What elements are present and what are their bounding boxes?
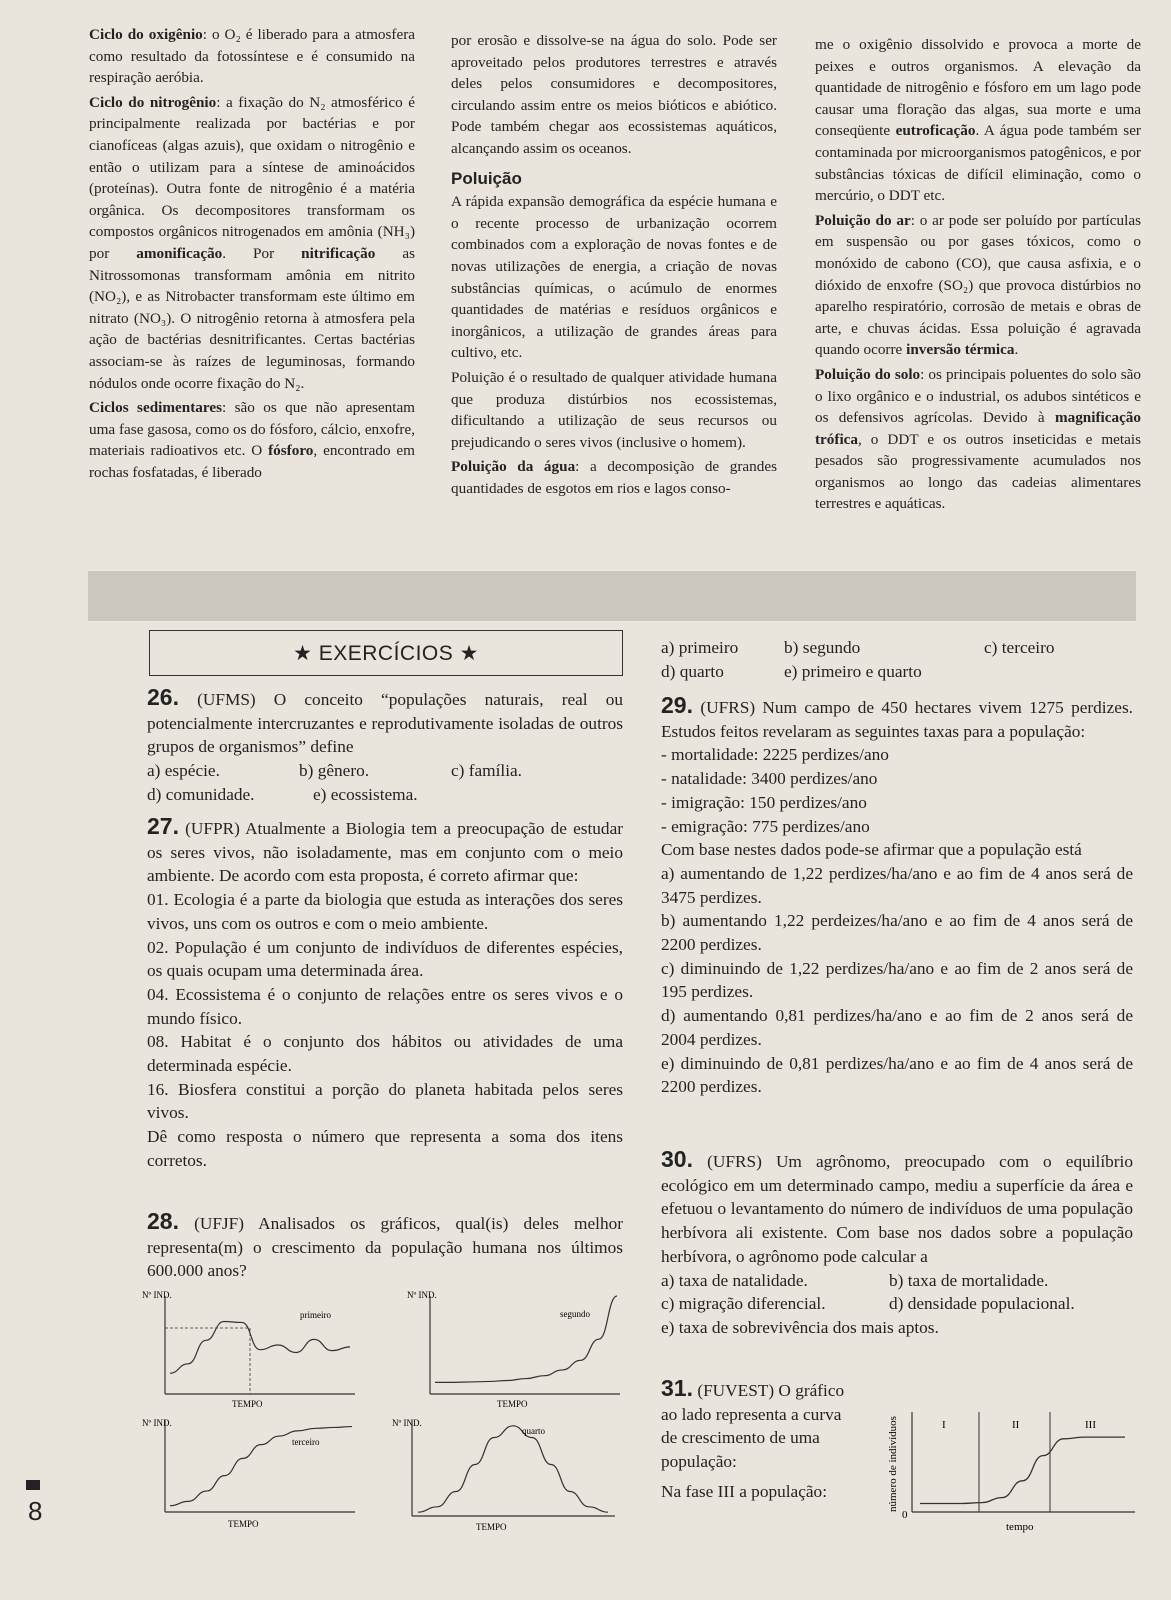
graph-title: quarto xyxy=(522,1426,545,1436)
question-number: 31. xyxy=(661,1375,693,1401)
sedimentares-text-2: , encontrado em rochas fosfatadas, é liberado xyxy=(89,442,415,481)
phase-label: II xyxy=(1012,1419,1020,1431)
graph-title: segundo xyxy=(560,1309,590,1319)
option-a: a) taxa de natalidade. xyxy=(661,1270,808,1290)
nitrogenio-text-2: . Por xyxy=(222,244,302,262)
option-e: e) taxa de sobrevivência dos mais aptos. xyxy=(661,1317,939,1337)
series-line xyxy=(920,1437,1125,1503)
term-nitrificacao: nitrificação xyxy=(301,244,376,262)
option-c: c) migração diferencial. xyxy=(661,1294,826,1314)
option-c: c) diminuindo de 1,22 perdizes/ha/ano e ao fim de 2 anos será de 195 perdizes. xyxy=(661,958,1133,1002)
question-stem: Na fase III a população: xyxy=(661,1481,828,1501)
ar-text-2: . xyxy=(1014,341,1019,359)
question-27 xyxy=(147,815,623,1173)
question-30 xyxy=(661,1148,1133,1340)
graph-terceiro xyxy=(140,1412,360,1532)
section-divider-band xyxy=(88,571,1136,621)
option-d: d) aumentando 0,81 perdizes/ha/ano e ao fim de 2 anos será de 2004 perdizes. xyxy=(661,1006,1133,1049)
item-04: 04. Ecossistema é o conjunto de relações entre os seres vivos e o mundo físico. xyxy=(147,984,623,1028)
question-text: (UFMS) O conceito “populações naturais, real ou potencialmente intercruzantes e reprodutivamente isoladas de outros grupos de organismos” define xyxy=(147,690,623,757)
question-28-options xyxy=(661,636,1131,683)
item-08: 08. Habitat é o conjunto dos hábitos ou atividades de uma determinada espécie. xyxy=(147,1032,623,1076)
y-axis-label: número de indivíduos xyxy=(887,1416,899,1512)
ar-text: : o ar pode ser poluído por partículas em suspensão ou por gases tóxicos, como o monóxido de cabono (CO), que causa asfixia, e o dióxido de enxofre (SO₂) que provoca distúrbios no aparelho respiratório, corrosão de metais e obras de arte, e chuvas ácidas. Essa poluição é agravada quando ocorre xyxy=(815,211,1141,359)
option-d: d) comunidade. xyxy=(147,784,255,804)
rate-item: - natalidade: 3400 perdizes/ano xyxy=(661,769,878,789)
graph-quarto xyxy=(390,1412,620,1536)
column-3 xyxy=(815,34,1141,518)
answer-instruction: Dê como resposta o número que representa a soma dos itens corretos. xyxy=(147,1127,623,1170)
oxigenio-title: Ciclo do oxigênio xyxy=(89,26,203,43)
sedimentares-text: : são os que não apresentam uma fase gasosa, como os do fósforo, cálcio, enxofre, materiais radioativos etc. O xyxy=(89,399,415,460)
option-b: b) gênero. xyxy=(299,761,370,781)
y-axis-label: Nº IND. xyxy=(142,1418,172,1428)
x-axis-label: TEMPO xyxy=(476,1522,507,1532)
solo-title: Poluição do solo xyxy=(815,365,921,383)
solo-text: : os principais poluentes do solo são o lixo orgânico e o industrial, os adubos sintéticos e os defensivos agrícolas. Devido à xyxy=(815,365,1141,427)
graph-primeiro xyxy=(140,1288,360,1413)
solo-text-2: , o DDT e os outros inseticidas e metais pesados são progressivamente acumulados nos organismos ao longo das cadeias alimentares terrestres e aquáticas. xyxy=(815,430,1141,513)
x-axis-label: TEMPO xyxy=(228,1519,259,1529)
item-16: 16. Biosfera constitui a porção do planeta habitada pelos seres vivos. xyxy=(147,1079,623,1123)
phase-label: III xyxy=(1085,1419,1096,1431)
question-stem: Com base nestes dados pode-se afirmar que a população está xyxy=(661,840,1082,860)
rate-item: - mortalidade: 2225 perdizes/ano xyxy=(661,745,889,765)
y-axis-label: Nº IND. xyxy=(407,1290,437,1300)
y-axis-label: Nº IND. xyxy=(392,1418,422,1428)
question-text: (UFRS) Num campo de 450 hectares vivem 1275 perdizes. Estudos feitos revelaram as seguintes taxas para a população: xyxy=(661,698,1133,741)
series-line xyxy=(170,1322,350,1374)
option-b: b) aumentando 1,22 perdeizes/ha/ano e ao fim de 4 anos será de 2200 perdizes. xyxy=(661,911,1133,955)
term-fosforo: fósforo xyxy=(268,442,314,460)
oxigenio-text: : o O₂ é liberado para a atmosfera como resultado da fotossíntese e é consumido na respiração aeróbia. xyxy=(89,26,415,87)
item-02: 02. População é um conjunto de indivíduos de diferentes espécies, os quais ocupam uma determinada área. xyxy=(147,937,623,981)
sedimentares-title: Ciclos sedimentares xyxy=(89,399,222,417)
series-line xyxy=(170,1427,352,1506)
option-a: a) espécie. xyxy=(147,761,220,781)
option-b: b) segundo xyxy=(784,638,861,657)
question-text: (FUVEST) O gráfico ao lado representa a curva de crescimento de uma população: xyxy=(661,1381,845,1472)
column-2 xyxy=(451,30,777,502)
question-number: 30. xyxy=(661,1146,693,1172)
option-a: a) primeiro xyxy=(661,638,739,657)
question-text: (UFJF) Analisados os gráficos, qual(is) deles melhor representa(m) o crescimento da população humana nos últimos 600.000 anos? xyxy=(147,1214,623,1281)
option-d: d) quarto xyxy=(661,661,724,681)
question-text: (UFRS) Um agrônomo, preocupado com o equilíbrio ecológico em um determinado campo, mediu a superfície da área e efetuou o levantamento do número de indivíduos de uma população herbívora ali existente. Com base nos dados sobre a população herbívora, o agrônomo pode calcular a xyxy=(661,1152,1133,1266)
item-01: 01. Ecologia é a parte da biologia que estuda as interações dos seres vivos, uns com os outros e com o meio ambiente. xyxy=(147,890,623,933)
page-marker xyxy=(26,1480,40,1490)
exercicios-title: ★ EXERCÍCIOS ★ xyxy=(293,641,479,665)
x-axis-label: TEMPO xyxy=(497,1399,528,1409)
question-29 xyxy=(661,694,1133,1099)
option-e: e) primeiro e quarto xyxy=(784,661,922,681)
graph-segundo xyxy=(405,1288,625,1413)
eutroficacao-text-2: . A água pode também ser contaminada por microorganismos patogênicos, e por substâncias tóxicas de difícil eliminação, como o mercúrio, o DDT etc. xyxy=(815,122,1141,205)
series-line xyxy=(418,1426,608,1512)
nitrogenio-title: Ciclo do nitrogênio xyxy=(89,93,217,111)
agua-title: Poluição da água xyxy=(451,458,576,476)
option-e: e) diminuindo de 0,81 perdizes/ha/ano e ao fim de 4 anos será de 2200 perdizes. xyxy=(661,1053,1133,1097)
exercicios-title-box xyxy=(149,630,623,676)
term-eutroficacao: eutroficação xyxy=(895,122,976,140)
poluicao-heading: Poluição xyxy=(451,168,522,188)
option-c: c) família. xyxy=(451,761,523,781)
question-31 xyxy=(661,1377,859,1504)
ar-title: Poluição do ar xyxy=(815,211,911,229)
term-inversao-termica: inversão térmica xyxy=(906,341,1015,359)
term-amonificacao: amonificação xyxy=(136,244,223,262)
x-axis-label: tempo xyxy=(1006,1521,1034,1533)
erosao-text: por erosão e dissolve-se na água do solo. Pode ser aproveitado pelos produtores terrestres e através deles pelos consumidores e decompositores, circulando assim entre os meios bióticos e abiótico. Pode também chegar aos ecossistemas aquáticos, alcançando assim os oceanos. xyxy=(451,32,777,157)
eutroficacao-text: me o oxigênio dissolvido e provoca a morte de peixes e outros organismos. A elevação da quantidade de nitrogênio e fósforo em um lago pode causar uma floração das algas, sua morte e uma conseqüente xyxy=(815,36,1141,140)
option-c: c) terceiro xyxy=(984,638,1055,657)
question-number: 27. xyxy=(147,813,179,839)
option-e: e) ecossistema. xyxy=(313,784,418,804)
question-text: (UFPR) Atualmente a Biologia tem a preocupação de estudar os seres vivos, não isoladamente, mas em conjunto com o meio ambiente. De acordo com esta proposta, é correto afirmar que: xyxy=(147,819,624,886)
origin-label: 0 xyxy=(902,1509,908,1521)
nitrogenio-text-3: as Nitrossomonas transformam amônia em nitrito (NO₂), e as Nitrobacter transformam este último em nitrato (NO₃). O nitrogênio retorna à atmosfera pela ação de bactérias desnitrificantes. Certas bactérias associam-se às raízes de leguminosas, formando nódulos onde ocorre fixação do N₂. xyxy=(89,244,416,392)
column-1 xyxy=(89,24,415,486)
nitrogenio-text: : a fixação do N₂ atmosférico é principalmente realizada por bactérias e por cianofíceas (algas azuis), que oxidam o nitrogênio e então o utilizam para a síntese de aminoácidos (proteínas). Outra fonte de nitrogênio é a matéria orgânica. Os decompositores transformam os compostos orgânicos nitrogenados em amônia (NH₃) por xyxy=(89,93,416,262)
graph-title: terceiro xyxy=(292,1437,320,1447)
question-number: 26. xyxy=(147,684,179,710)
rate-item: - imigração: 150 perdizes/ano xyxy=(661,792,867,812)
question-28 xyxy=(147,1210,623,1283)
option-a: a) aumentando de 1,22 perdizes/ha/ano e ao fim de 4 anos será de 3475 perdizes. xyxy=(661,863,1133,907)
term-magnificacao: magnificação trófica xyxy=(815,409,1141,448)
graph-title: primeiro xyxy=(300,1310,331,1320)
agua-text: : a decomposição de grandes quantidades de esgotos em rios e lagos conso- xyxy=(451,458,777,497)
poluicao-paragraph-1: A rápida expansão demográfica da espécie humana e o recente processo de urbanização ocorrem combinados com a exploração de novas fontes e de novas utilizações de energia, a criação de novas substâncias químicas, o acúmulo de enormes quantidades de matérias e resíduos orgânicos e inorgânicos, a utilização de grandes áreas para cultivo, etc. xyxy=(451,193,777,362)
question-26 xyxy=(147,686,623,807)
option-d: d) densidade populacional. xyxy=(889,1294,1075,1314)
rate-item: - emigração: 775 perdizes/ano xyxy=(661,816,870,836)
question-number: 28. xyxy=(147,1208,179,1234)
option-b: b) taxa de mortalidade. xyxy=(889,1270,1049,1290)
question-number: 29. xyxy=(661,692,693,718)
poluicao-paragraph-2: Poluição é o resultado de qualquer atividade humana que produza distúrbios nos ecossistemas, dificultando a utilização de seus recursos ou prejudicando o seres vivos (inclusive o homem). xyxy=(451,368,777,451)
phase-label: I xyxy=(942,1419,946,1431)
x-axis-label: TEMPO xyxy=(232,1399,263,1409)
graph-phases xyxy=(880,1402,1142,1536)
y-axis-label: Nº IND. xyxy=(142,1290,172,1300)
page-number: 8 xyxy=(28,1496,43,1526)
